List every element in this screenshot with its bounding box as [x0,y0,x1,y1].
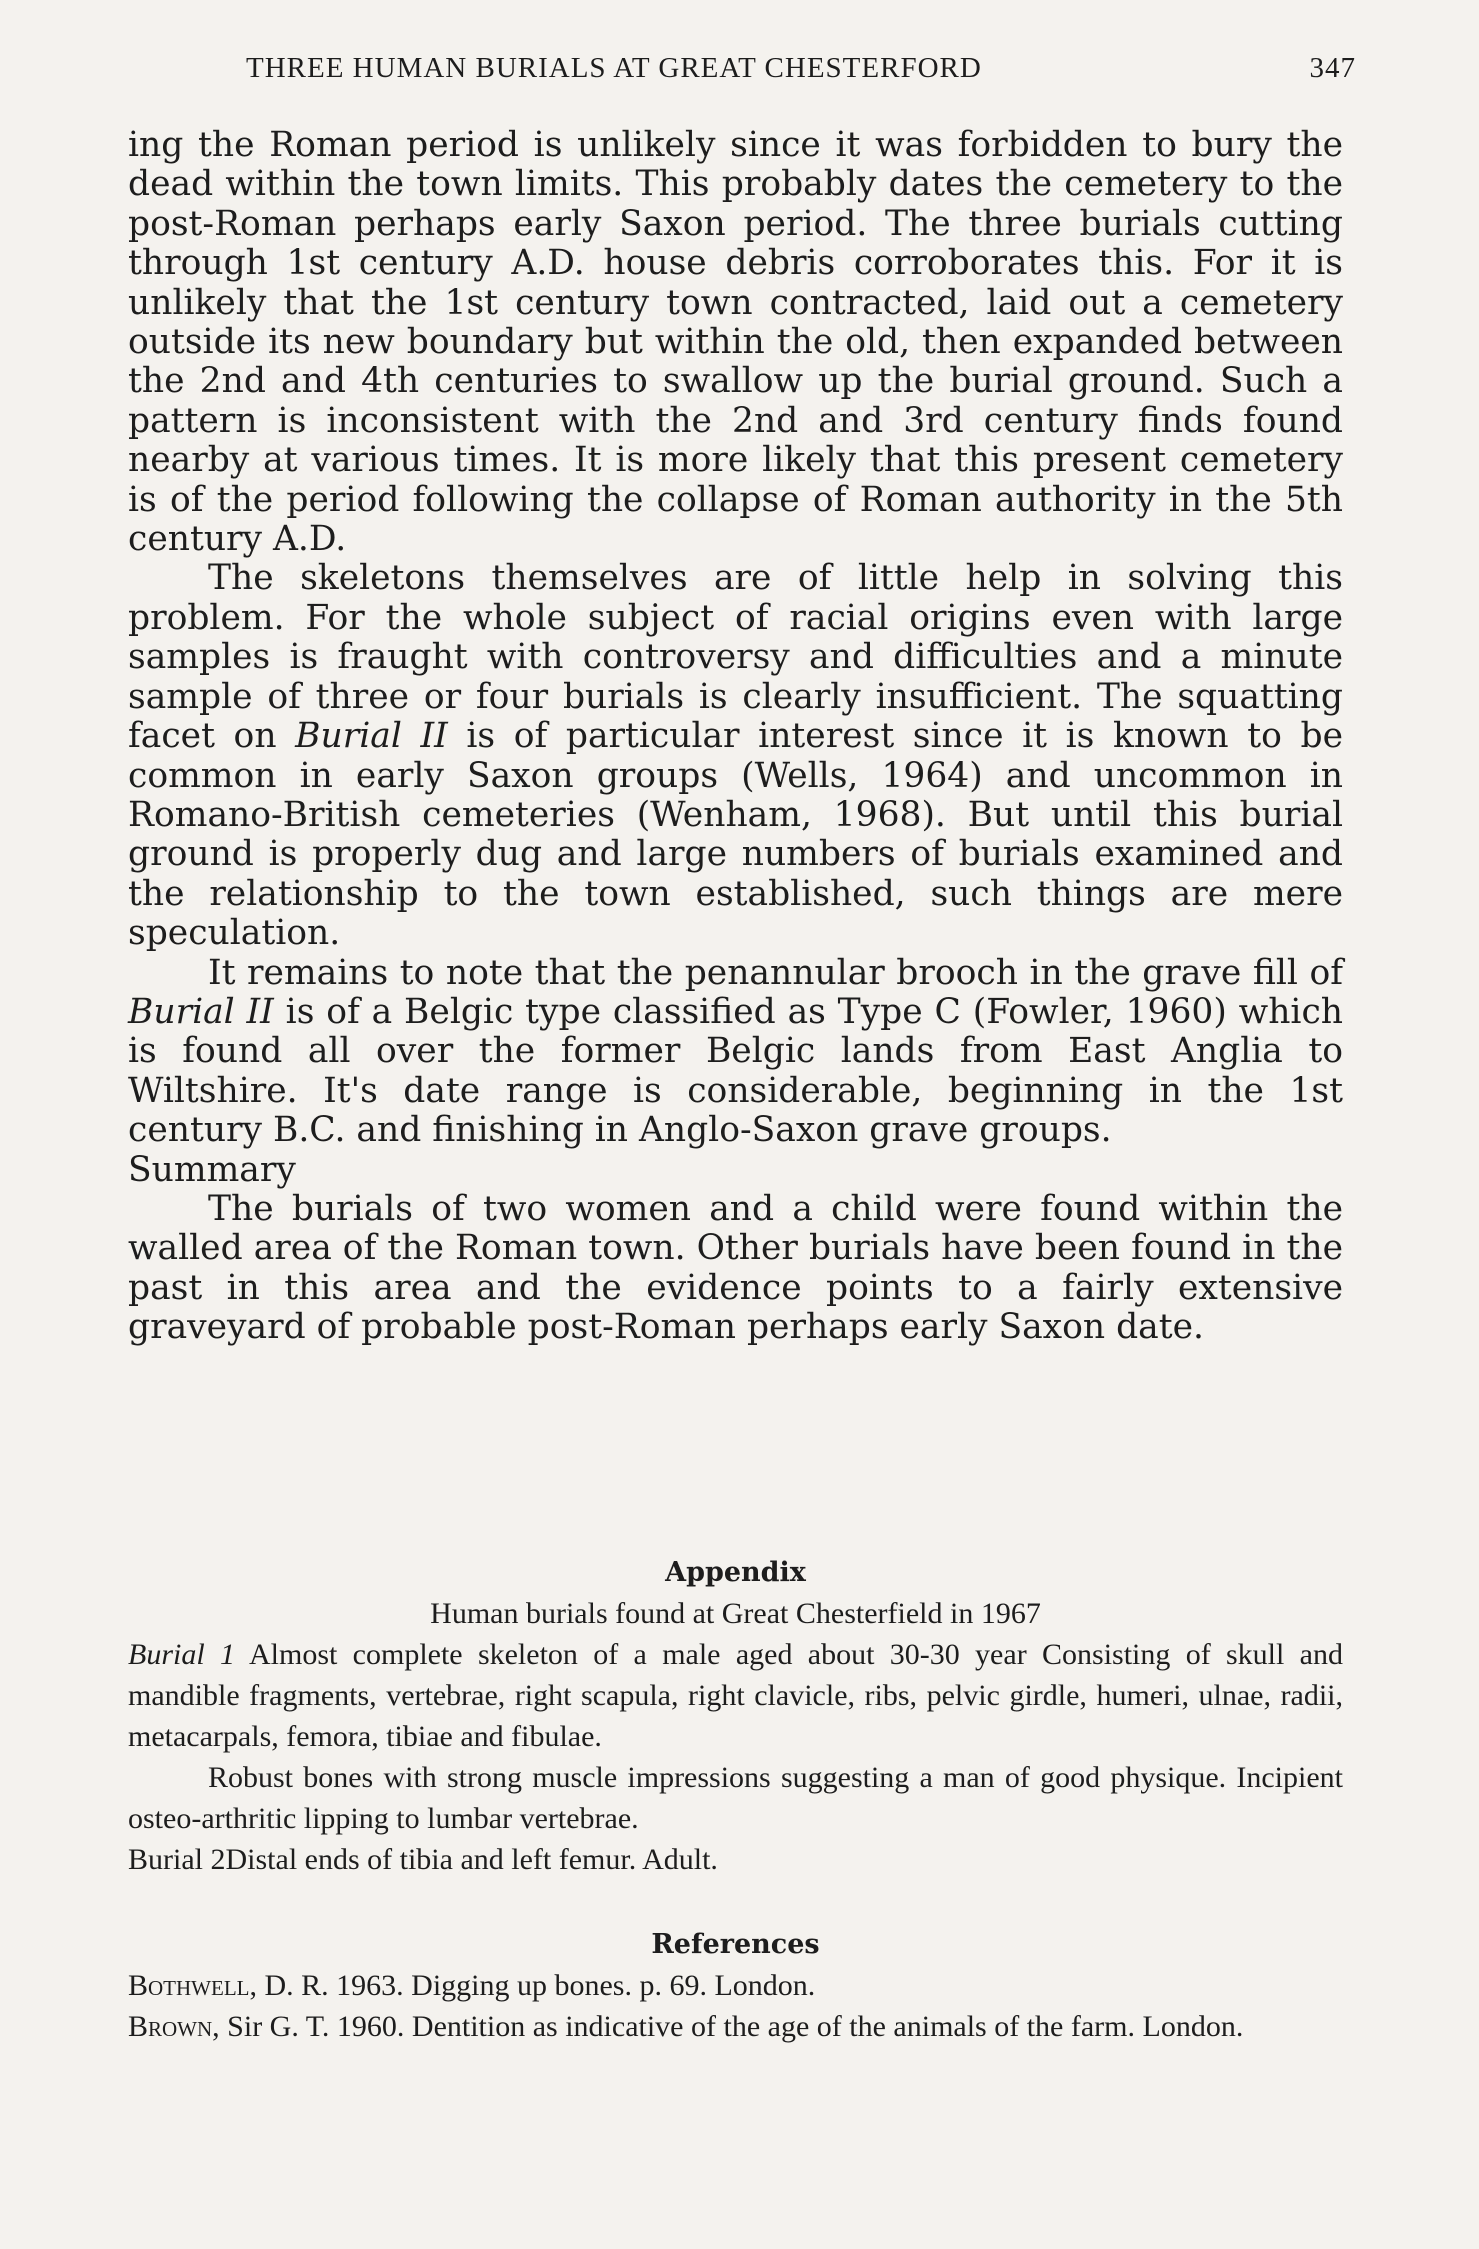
reference-rest: , Sir G. T. 1960. Dentition as indicative of the age of the animals of the farm. London. [212,2010,1244,2043]
burial-2-label: Burial 2 [128,1843,226,1876]
reference-item [128,2006,1343,2047]
appendix-heading: Appendix [665,1557,806,1588]
reference-item [128,1965,1343,2006]
paragraph-3-b: is of a Belgic type classified as Type C (Fowler, 1960) which is found all over the former Belgic lands from East Anglia to Wiltshire. It's date range is considerable, beginning in the 1st century B.C. and finishing in Anglo-Saxon grave groups. [128,991,1343,1151]
references [128,1924,1343,2047]
running-title: THREE HUMAN BURIALS AT GREAT CHESTERFORD [246,52,982,84]
paragraph-2-a: The skeletons themselves are of little help in solving this problem. For the whole subject of racial origins even with large samples is fraught with controversy and difficulties and a minute sample of three or four burials is clearly insufficient. The squatting facet on [128,558,1343,757]
reference-author: Bothwell [128,1969,250,2002]
appendix-subtitle: Human burials found at Great Chesterfield in 1967 [430,1597,1041,1630]
running-head [246,52,1356,85]
burial-2-entry [128,1839,1343,1880]
burial-ii-ref-2: Burial II [128,991,274,1032]
summary-text: The burials of two women and a child were found within the walled area of the Roman town. Other burials have been found in the past in this area and the evidence points to a fairly extensive graveyard of probable post-Roman perhaps early Saxon date. [128,1188,1343,1348]
body-text [128,126,1343,1348]
paragraph-3-a: It remains to note that the penannular brooch in the grave fill of [208,952,1343,993]
burial-1-text: Almost complete skeleton of a male aged about 30-30 year Consisting of skull and mandible fragments, vertebrae, right scapula, right clavicle, ribs, pelvic girdle, humeri, ulnae, radii, metacarpals, femora, tibiae and fibulae. [128,1638,1343,1753]
burial-ii-ref: Burial II [295,716,448,757]
reference-rest: , D. R. 1963. Digging up bones. p. 69. London. [249,1969,816,2002]
burial-1-entry [128,1634,1343,1757]
paragraph-3 [128,954,1343,1151]
paragraph-2-b: is of particular interest since it is known to be common in early Saxon groups (Wells, 1964) and uncommon in Romano-British cemeteries (Wenham, 1968). But until this burial ground is properly dug and large numbers of burials examined and the relationship to the town established, such things are mere speculation. [128,716,1343,954]
appendix [128,1552,1343,2047]
burial-2-text: Distal ends of tibia and left femur. Adult. [225,1843,718,1876]
references-heading: References [651,1929,820,1960]
robust-text: Robust bones with strong muscle impressions suggesting a man of good physique. Incipient osteo-arthritic lipping to lumbar vertebrae. [128,1761,1343,1835]
paragraph-1: ing the Roman period is unlikely since it was forbidden to bury the dead within the town limits. This probably dates the cemetery to the post-Roman perhaps early Saxon period. The three burials cutting through 1st century A.D. house debris corroborates this. For it is unlikely that the 1st century town contracted, laid out a cemetery outside its new boundary but within the old, then expanded between the 2nd and 4th centuries to swallow up the burial ground. Such a pattern is inconsistent with the 2nd and 3rd century finds found nearby at various times. It is more likely that this present cemetery is of the period following the collapse of Roman authority in the 5th century A.D. [128,125,1343,560]
burial-1-label: Burial 1 [128,1638,235,1671]
reference-author: Brown [128,2010,213,2043]
summary-heading: Summary [128,1149,296,1190]
paragraph-2 [128,559,1343,953]
page-number: 347 [1309,52,1356,84]
